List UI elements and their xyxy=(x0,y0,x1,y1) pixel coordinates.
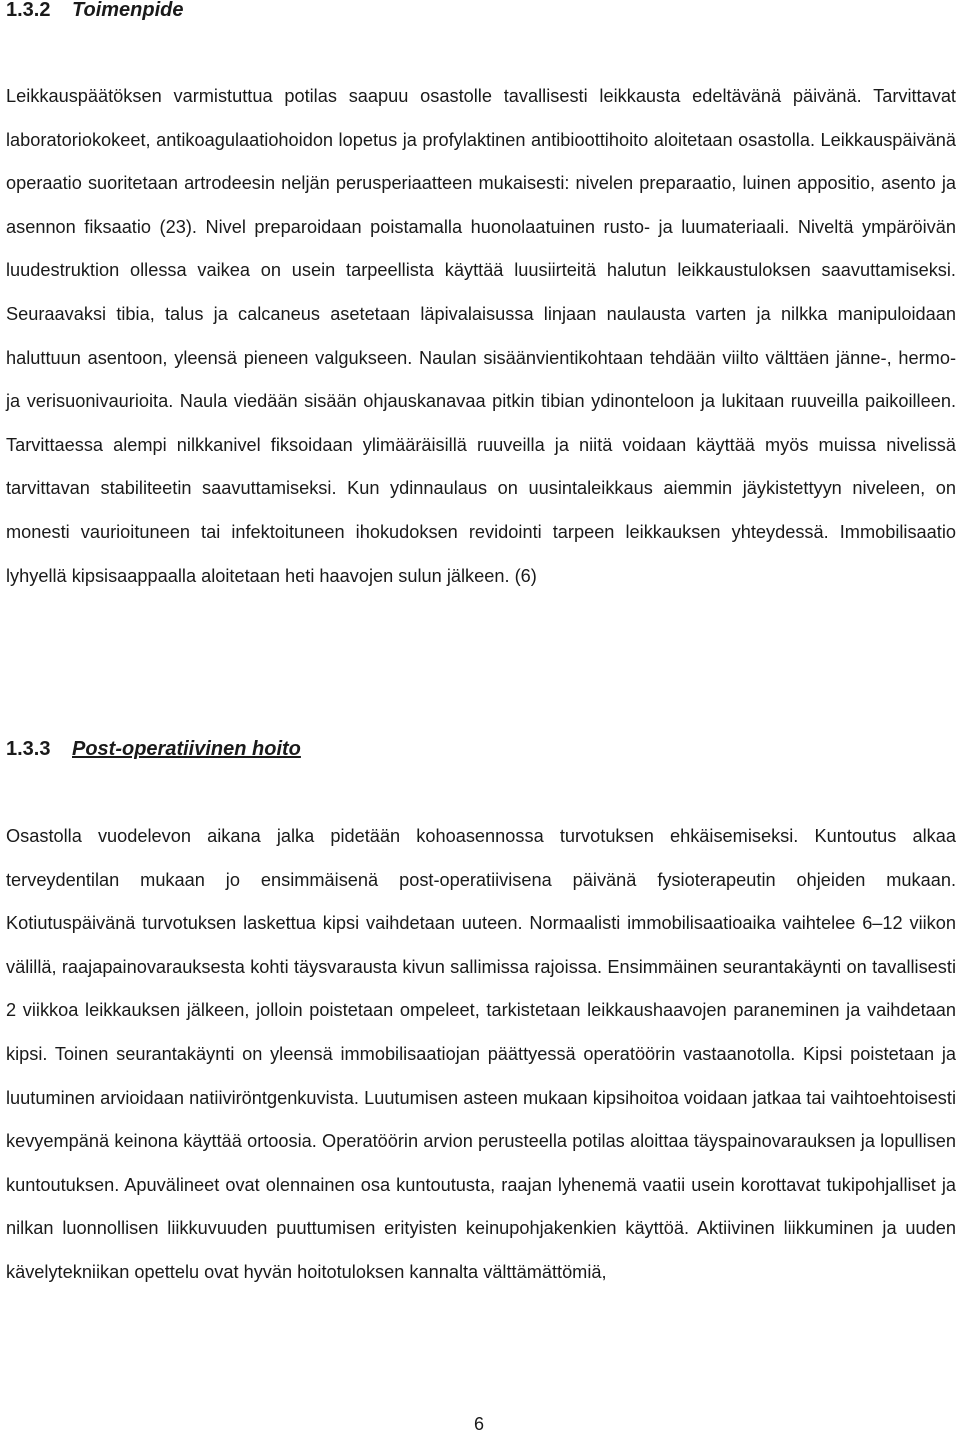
section-number: 1.3.3 xyxy=(6,738,51,760)
page-number: 6 xyxy=(474,1414,485,1434)
section-heading-post-operatiivinen-hoito xyxy=(6,738,301,760)
section-title: Toimenpide xyxy=(72,0,184,21)
section-heading-toimenpide xyxy=(6,0,183,21)
paragraph-toimenpide: Leikkauspäätöksen varmistuttua potilas saapuu osastolle tavallisesti leikkausta edeltävänä päivänä. Tarvittavat laboratoriokokeet, antikoagulaatiohoidon lopetus ja profylaktinen antibioottihoito aloitetaan osastolla. Leikkauspäivänä operaatio suoritetaan artrodeesin neljän perusperiaatteen mukaisesti: nivelen preparaatio, luinen appositio, asento ja asennon fiksaatio (23). Nivel preparoidaan poistamalla huonolaatuinen rusto- ja luumateriaali. Niveltä ympäröivän luudestruktion ollessa vaikea on usein tarpeellista käyttää luusiirteitä halutun leikkaustuloksen saavuttamiseksi. Seuraavaksi tibia, talus ja calcaneus asetetaan läpivalaisussa linjaan naulausta varten ja nilkka manipuloidaan haluttuun asentoon, yleensä pieneen valgukseen. Naulan sisäänvientikohtaan tehdään viilto välttäen jänne-, hermo- ja verisuonivaurioita. Naula viedään sisään ohjauskanavaa pitkin tibian ydinonteloon ja lukitaan ruuveilla paikoilleen. Tarvittaessa alempi nilkkanivel fiksoidaan ylimääräisillä ruuveilla ja niitä voidaan käyttää myös muissa nivelissä tarvittavan stabiliteetin saavuttamiseksi. Kun ydinnaulaus on uusintaleikkaus aiemmin jäykistettyyn niveleen, on monesti vaurioituneen tai infektoituneen ihokudoksen revidointi tarpeen leikkauksen yhteydessä. Immobilisaatio lyhyellä kipsisaappaalla aloitetaan heti haavojen sulun jälkeen. (6) xyxy=(6,86,956,586)
paragraph-post-operatiivinen-hoito: Osastolla vuodelevon aikana jalka pidetään kohoasennossa turvotuksen ehkäisemiseksi. Kuntoutus alkaa terveydentilan mukaan jo ensimmäisenä post-operatiivisena päivänä fysioterapeutin ohjeiden mukaan. Kotiutuspäivänä turvotuksen laskettua kipsi vaihdetaan uuteen. Normaalisti immobilisaatioaika vaihtelee 6–12 viikon välillä, raajapainovarauksesta kohti täysvarausta kivun sallimissa rajoissa. Ensimmäinen seurantakäynti on tavallisesti 2 viikkoa leikkauksen jälkeen, jolloin poistetaan ompeleet, tarkistetaan leikkaushaavojen paraneminen ja vaihdetaan kipsi. Toinen seurantakäynti on yleensä immobilisaatiojan päättyessä operatöörin vastaanotolla. Kipsi poistetaan ja luutuminen arvioidaan natiiviröntgenkuvista. Luutumisen asteen mukaan kipsihoitoa voidaan jatkaa tai vaihtoehtoisesti kevyempänä keinona käyttää ortoosia. Operatöörin arvion perusteella potilas aloittaa täyspainovarauksen ja lopullisen kuntoutuksen. Apuvälineet ovat olennainen osa kuntoutusta, raajan lyhenemä vaatii usein korottavat tukipohjalliset ja nilkan luonnollisen liikkuvuuden puuttumisen erityisten keinupohjakenkien käyttöä. Aktiivinen liikkuminen ja uuden kävelytekniikan opettelu ovat hyvän hoitotuloksen kannalta välttämättömiä, xyxy=(6,826,956,1282)
section-number: 1.3.2 xyxy=(6,0,51,21)
section-title: Post-operatiivinen hoito xyxy=(72,738,301,760)
